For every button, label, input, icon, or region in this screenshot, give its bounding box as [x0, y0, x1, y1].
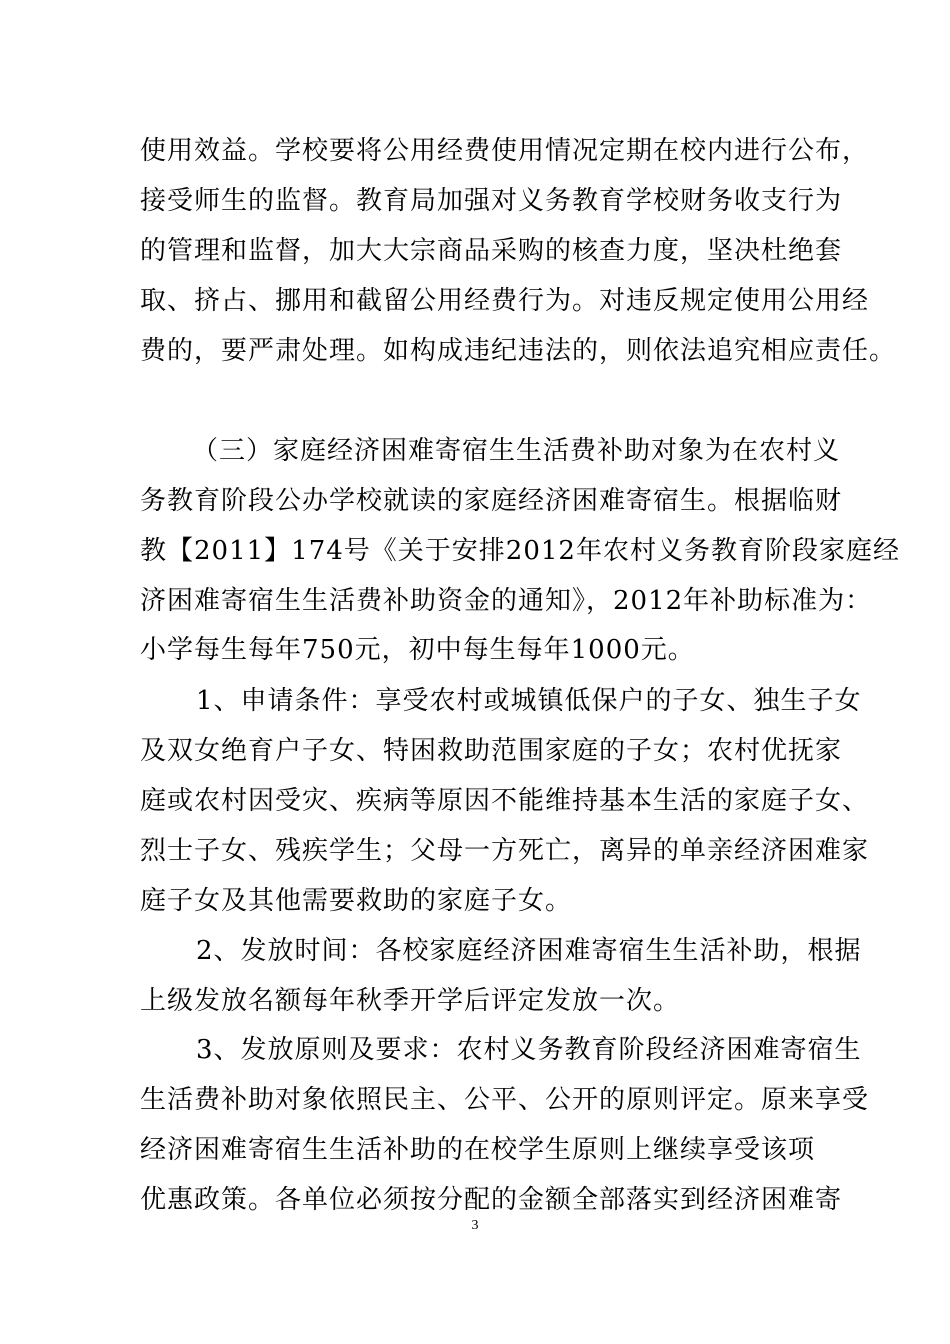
- paragraph-line: 济困难寄宿生生活费补助资金的通知》，2012年补助标准为：: [140, 586, 873, 616]
- paragraph-line: 费的，要严肃处理。如构成违纪违法的，则依法追究相应责任。: [140, 336, 897, 366]
- paragraph-line: 庭或农村因受灾、疾病等原因不能维持基本生活的家庭子女、: [140, 786, 870, 816]
- paragraph-line: 务教育阶段公办学校就读的家庭经济困难寄宿生。根据临财: [140, 486, 843, 516]
- paragraph-line: 1、申请条件：享受农村或城镇低保户的子女、独生子女: [196, 686, 862, 716]
- paragraph-line: 取、挤占、挪用和截留公用经费行为。对违反规定使用公用经: [140, 286, 870, 316]
- paragraph-line: 小学每生每年750元，初中每生每年1000元。: [140, 635, 695, 665]
- paragraph-line: （三）家庭经济困难寄宿生生活费补助对象为在农村义: [192, 436, 841, 466]
- paragraph-line: 接受师生的监督。教育局加强对义务教育学校财务收支行为: [140, 186, 843, 216]
- paragraph-line: 上级发放名额每年秋季开学后评定发放一次。: [140, 986, 681, 1016]
- paragraph-line: 使用效益。学校要将公用经费使用情况定期在校内进行公布，: [140, 136, 870, 166]
- paragraph-line: 生活费补助对象依照民主、公平、公开的原则评定。原来享受: [140, 1085, 870, 1115]
- paragraph-line: 3、发放原则及要求：农村义务教育阶段经济困难寄宿生: [196, 1035, 862, 1065]
- page-number: 3: [471, 1218, 479, 1233]
- paragraph-line: 庭子女及其他需要救助的家庭子女。: [140, 886, 573, 916]
- paragraph-line: 的管理和监督，加大大宗商品采购的核查力度，坚决杜绝套: [140, 236, 843, 266]
- paragraph-line: 及双女绝育户子女、特困救助范围家庭的子女；农村优抚家: [140, 736, 843, 766]
- paragraph-line: 优惠政策。各单位必须按分配的金额全部落实到经济困难寄: [140, 1185, 843, 1215]
- paragraph-line: 烈士子女、残疾学生；父母一方死亡，离异的单亲经济困难家: [140, 836, 870, 866]
- paragraph-line: 2、发放时间：各校家庭经济困难寄宿生生活补助，根据: [196, 936, 862, 966]
- paragraph-line: 经济困难寄宿生生活补助的在校学生原则上继续享受该项: [140, 1135, 816, 1165]
- paragraph-line: 教【2011】174号《关于安排2012年农村义务教育阶段家庭经: [140, 536, 900, 566]
